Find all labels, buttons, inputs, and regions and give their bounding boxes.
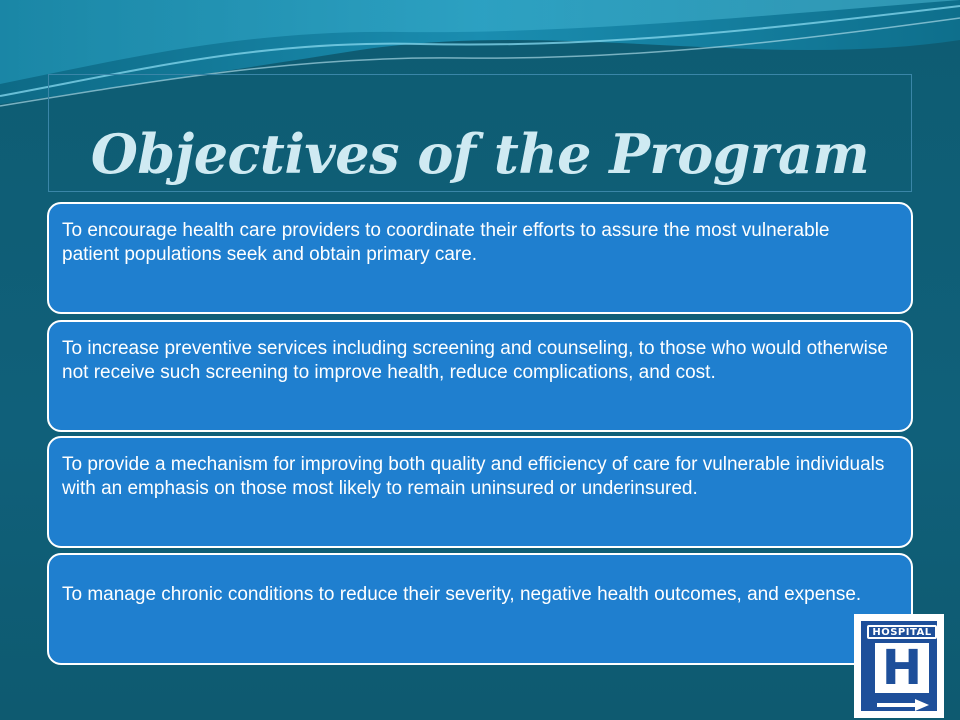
hospital-sign-letter: H [875,643,929,693]
slide-title: Objectives of the Program [90,122,870,186]
hospital-sign-icon [854,614,944,718]
objective-text-1: To encourage health care providers to coordinate their efforts to assure the most vulnerable patient populations seek and obtain primary care. [62,220,830,265]
objective-box-2 [47,320,913,432]
hospital-sign-label: HOSPITAL [867,625,937,639]
right-arrow-icon [873,697,933,713]
objective-box-4 [47,553,913,665]
objective-box-3 [47,436,913,548]
hospital-sign-panel [859,619,939,713]
objective-box-1 [47,202,913,314]
objective-text-3: To provide a mechanism for improving both quality and efficiency of care for vulnerable individuals with an emphasis on those most likely to remain uninsured or underinsured. [62,454,885,499]
objective-text-2: To increase preventive services including screening and counseling, to those who would otherwise not receive such screening to improve health, reduce complications, and cost. [62,338,888,383]
objective-text-4: To manage chronic conditions to reduce their severity, negative health outcomes, and expense. [62,584,862,605]
